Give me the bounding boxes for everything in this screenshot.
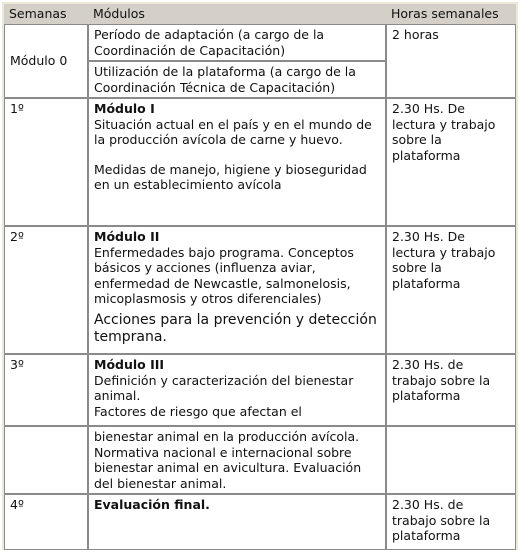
hours-cell: 2.30 Hs. De lectura y trabajo sobre la plataforma	[386, 98, 516, 226]
module-content-cell	[88, 226, 386, 354]
table-row	[4, 354, 516, 426]
module-title: Módulo II	[94, 229, 160, 244]
module-text: Situación actual en el país y en el mundo de la producción avícola de carne y huevo.	[94, 116, 372, 147]
module-title: Evaluación final.	[94, 497, 210, 512]
module-content-cell: bienestar animal en la producción avícola. Normativa nacional e internacional sobre bienestar animal en avicultura. Evaluación del bienestar animal.	[88, 426, 386, 494]
week-label: Módulo 0	[10, 53, 68, 69]
week-cell: 3º	[4, 354, 88, 426]
header-horas: Horas semanales	[386, 4, 516, 24]
module-text: Acciones para la prevención y detección temprana.	[94, 311, 377, 345]
hours-cell: 2 horas	[386, 24, 516, 98]
week-cell: 4º	[4, 494, 88, 550]
module-title: Módulo I	[94, 101, 155, 116]
module-text: Medidas de manejo, higiene y bioseguridad en un establecimiento avícola	[94, 161, 367, 192]
module-text: Enfermedades bajo programa. Conceptos básicos y acciones (influenza aviar, enfermedad de Newcastle, salmonelosis, micoplasmosis y otros diferenciales)	[94, 244, 354, 306]
table-row	[4, 426, 516, 494]
module-text: Definición y caracterización del bienestar animal.	[94, 372, 354, 403]
hours-cell: 2.30 Hs. de trabajo sobre la plataforma	[386, 354, 516, 426]
module-title: Módulo III	[94, 357, 165, 372]
hours-cell: 2.30 Hs. De lectura y trabajo sobre la plataforma	[386, 226, 516, 354]
header-row	[4, 4, 516, 24]
module-content-cell	[88, 354, 386, 426]
week-cell-empty	[4, 426, 88, 494]
module-content-cell	[88, 494, 386, 550]
week-cell: 2º	[4, 226, 88, 354]
module-text: Factores de riesgo que afectan el	[94, 403, 302, 419]
table-row	[4, 226, 516, 354]
schedule-panel	[2, 2, 518, 550]
module-item-cell: Período de adaptación (a cargo de la Coordinación de Capacitación)	[88, 24, 386, 61]
schedule-table	[4, 4, 516, 550]
module-item-cell: Utilización de la plataforma (a cargo de la Coordinación Técnica de Capacitación)	[88, 61, 386, 98]
hours-cell-empty	[386, 426, 516, 494]
table-row	[4, 24, 516, 61]
table-row	[4, 98, 516, 226]
week-cell	[4, 24, 88, 98]
week-cell: 1º	[4, 98, 88, 226]
hours-cell: 2.30 Hs. de trabajo sobre la plataforma	[386, 494, 516, 550]
table-row	[4, 494, 516, 550]
header-modulos: Módulos	[88, 4, 386, 24]
module-content-cell	[88, 98, 386, 226]
header-semanas: Semanas	[4, 4, 88, 24]
